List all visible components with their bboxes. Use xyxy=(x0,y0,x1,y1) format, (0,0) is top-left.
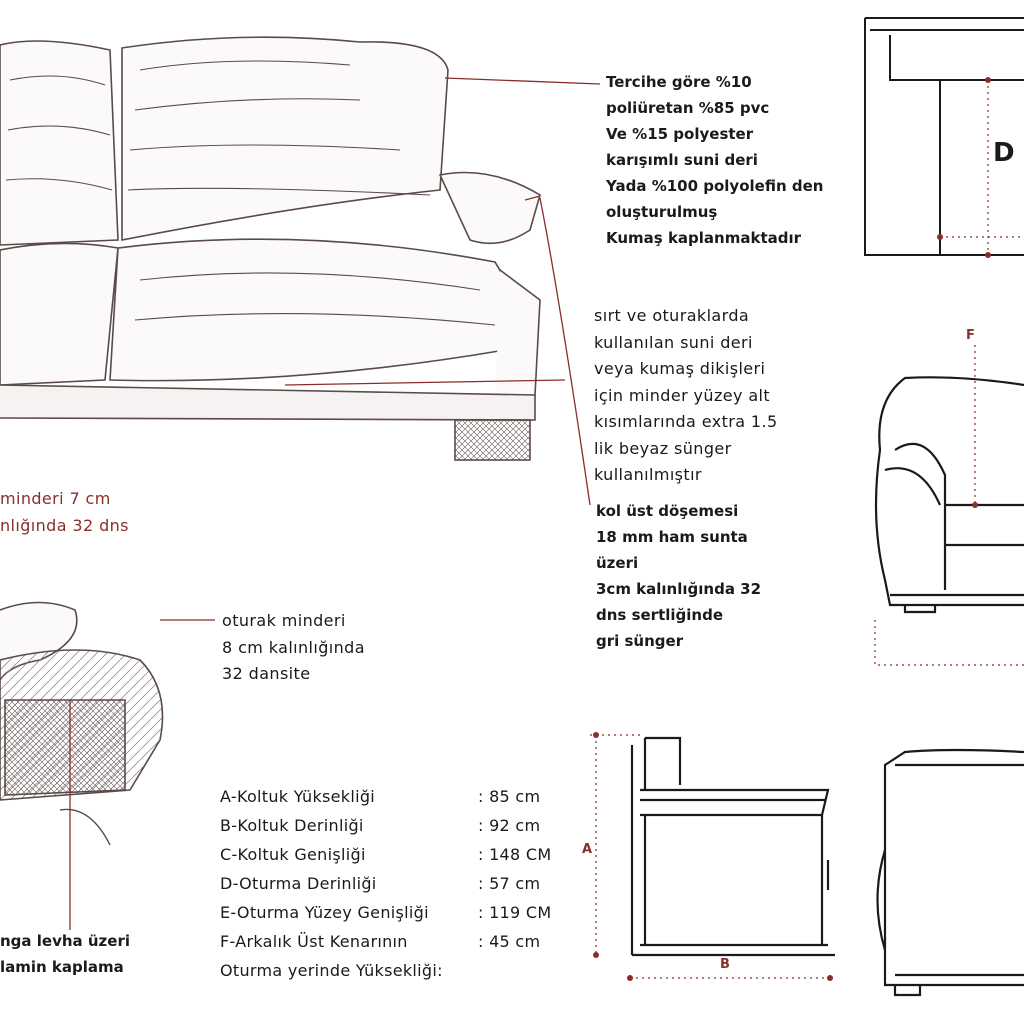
note-line: 8 cm kalınlığında xyxy=(222,637,365,657)
note-line: Yada %100 polyolefin den xyxy=(606,177,824,195)
cushion-cut-sketch xyxy=(0,603,163,846)
note-line: gri sünger xyxy=(596,632,684,650)
spec-value: : 57 cm xyxy=(478,874,541,893)
note-line: lamin kaplama xyxy=(0,958,124,976)
note-line: minderi 7 cm xyxy=(0,489,111,508)
spec-label: B-Koltuk Derinliği xyxy=(220,816,364,835)
note-line: 3cm kalınlığında 32 xyxy=(596,580,762,598)
note-line: nga levha üzeri xyxy=(0,932,130,950)
dimension-d-label: D xyxy=(993,138,1015,168)
note-line: için minder yüzey alt xyxy=(594,385,771,405)
stitching-note xyxy=(594,303,778,489)
note-line: oturak minderi xyxy=(222,611,346,630)
dimension-f-label: F xyxy=(966,328,975,343)
spec-label: Oturma yerinde Yüksekliği: xyxy=(220,961,443,980)
note-line: Kumaş kaplanmaktadır xyxy=(606,229,802,247)
spec-label: D-Oturma Derinliği xyxy=(220,874,377,893)
note-line: veya kumaş dikişleri xyxy=(594,359,766,378)
seat-cushion-note xyxy=(222,608,365,688)
note-line: üzeri xyxy=(596,554,639,572)
note-line: karışımlı suni deri xyxy=(606,151,758,169)
front-view-drawing xyxy=(875,345,1024,665)
note-line: nlığında 32 dns xyxy=(0,515,129,535)
spec-label: E-Oturma Yüzey Genişliği xyxy=(220,903,429,922)
note-line: lik beyaz sünger xyxy=(594,438,732,458)
dimension-b-label: B xyxy=(720,957,730,972)
material-note xyxy=(606,69,823,251)
spec-label: A-Koltuk Yüksekliği xyxy=(220,787,376,806)
note-line: oluşturulmuş xyxy=(606,203,718,221)
note-line: 18 mm ham sunta xyxy=(596,528,748,546)
note-line: Ve %15 polyester xyxy=(606,125,754,143)
spec-label: F-Arkalık Üst Kenarının xyxy=(220,932,408,951)
spec-value: : 92 cm xyxy=(478,816,541,835)
note-line: dns sertliğinde xyxy=(596,606,723,624)
note-line: kol üst döşemesi xyxy=(596,502,739,520)
sofa-front-sketch xyxy=(0,37,540,460)
base-note xyxy=(0,928,130,980)
note-line: poliüretan %85 pvc xyxy=(606,99,770,117)
note-line: 32 dansite xyxy=(222,664,311,683)
back-cushion-note xyxy=(0,486,129,539)
note-line: kullanılmıştır xyxy=(594,465,702,484)
note-line: sırt ve oturaklarda xyxy=(594,306,750,325)
armrest-note xyxy=(596,498,761,654)
side-view-drawing xyxy=(878,750,1024,995)
spec-value: : 119 CM xyxy=(478,903,552,922)
top-view-drawing xyxy=(865,18,1024,255)
note-line: kısımlarında extra 1.5 xyxy=(594,412,778,431)
spec-value: : 45 cm xyxy=(478,932,541,951)
dimension-a-label: A xyxy=(582,842,593,857)
spec-label: C-Koltuk Genişliği xyxy=(220,845,366,864)
spec-value: : 85 cm xyxy=(478,787,541,806)
note-line: kullanılan suni deri xyxy=(594,332,753,352)
spec-value: : 148 CM xyxy=(478,845,552,864)
note-line: Tercihe göre %10 xyxy=(606,73,752,91)
